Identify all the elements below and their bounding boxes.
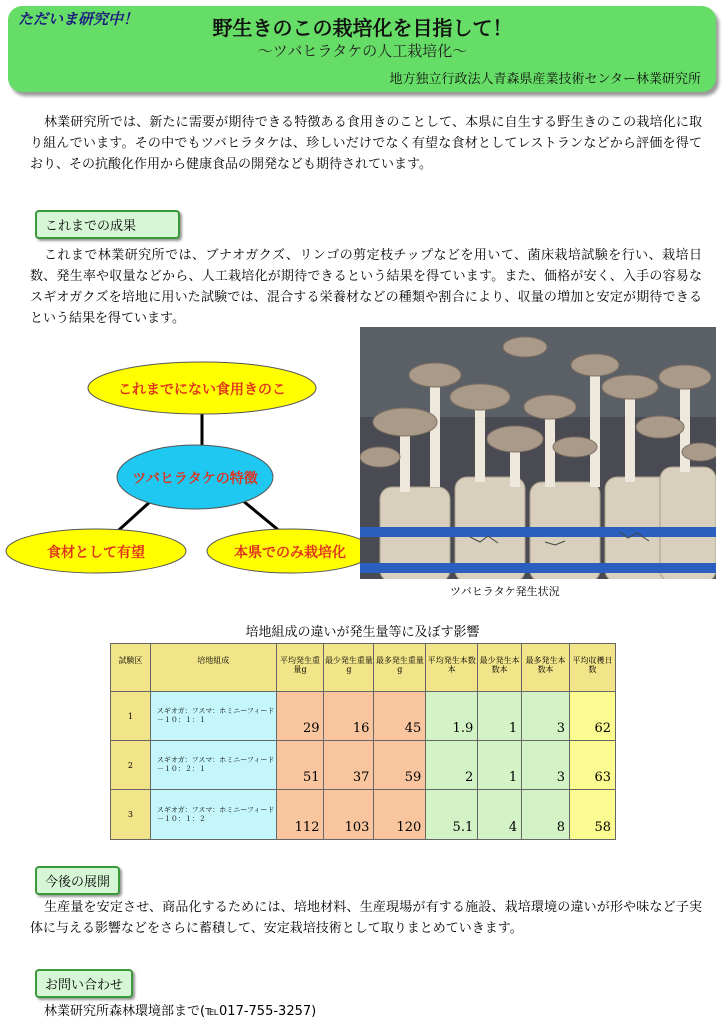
header-group: 試験区 — [111, 644, 151, 692]
cell-value: 29 — [276, 692, 324, 741]
cell-value: 59 — [374, 741, 426, 790]
future-heading: 今後の展開 — [35, 866, 120, 895]
cell-composition: スギオガ：フスマ：ホミニーフィード－１０：２：１ — [150, 741, 276, 790]
diagram-label-right: 本県でのみ栽培化 — [234, 545, 346, 561]
header-avg-days: 平均収穫日数 — [570, 644, 616, 692]
cell-value: 62 — [570, 692, 616, 741]
diagram-label-top: これまでにない食用きのこ — [118, 382, 286, 398]
cell-group: 1 — [111, 692, 151, 741]
cell-value: 58 — [570, 790, 616, 840]
table-row — [111, 692, 616, 741]
cell-value: 120 — [374, 790, 426, 840]
header-tag: ただいま研究中！ — [18, 10, 139, 28]
cell-value: 1 — [478, 692, 522, 741]
header-avg-count: 平均発生本数本 — [426, 644, 478, 692]
cell-value: 4 — [478, 790, 522, 840]
cell-value: 112 — [276, 790, 324, 840]
header-max-count: 最多発生本数本 — [522, 644, 570, 692]
organization-name: 地方独立行政法人青森県産業技術センター林業研究所 — [389, 72, 701, 87]
results-paragraph: これまで林業研究所では、ブナオガクズ、リンゴの剪定枝チップなどを用いて、菌床栽培試験を行い、栽培日数、発生率や収量などから、人工栽培化が期待できるという結果を得ています。また、価格が安く、入手の容易なスギオガクズを培地に用いた試験では、混合する栄養材などの種類や割合により、収量の増加と安定が期待できるという結果を得ています。 — [30, 248, 702, 326]
cell-value: 3 — [522, 692, 570, 741]
cell-value: 1.9 — [426, 692, 478, 741]
diagram-label-left: 食材として有望 — [47, 545, 145, 561]
cell-value: 51 — [276, 741, 324, 790]
cell-value: 5.1 — [426, 790, 478, 840]
cell-value: 3 — [522, 741, 570, 790]
mushroom-photo — [360, 327, 716, 579]
header-min-count: 最少発生本数本 — [478, 644, 522, 692]
intro-paragraph: 林業研究所では、新たに需要が期待できる特徴ある食用きのことして、本県に自生する野生きのこの栽培化に取り組んでいます。その中でもツバヒラタケは、珍しいだけでなく有望な食材としてレストランなどから評価を得ており、その抗酸化作用から健康食品の開発なども期待されています。 — [30, 115, 702, 172]
future-paragraph: 生産量を安定させ、商品化するためには、培地材料、生産現場が有する施設、栽培環境の違いが形や味など子実体に与える影響などをさらに蓄積して、安定栽培技術として取りまとめていきます。 — [30, 900, 702, 936]
contact-heading: お問い合わせ — [35, 969, 133, 998]
header-composition: 培地組成 — [150, 644, 276, 692]
feature-diagram — [0, 360, 375, 575]
cell-group: 3 — [111, 790, 151, 840]
page-title: 野生きのこの栽培化を目指して！ — [212, 16, 513, 40]
cell-value: 45 — [374, 692, 426, 741]
table-row — [111, 741, 616, 790]
diagram-label-center: ツバヒラタケの特徴 — [132, 471, 258, 487]
cell-value: 1 — [478, 741, 522, 790]
cell-composition: スギオガ：フスマ：ホミニーフィード－１０：１：１ — [150, 692, 276, 741]
cell-value: 63 — [570, 741, 616, 790]
table-title: 培地組成の違いが発生量等に及ぼす影響 — [245, 625, 480, 640]
header-min-weight: 最少発生重量g — [324, 644, 374, 692]
photo-caption: ツバヒラタケ発生状況 — [450, 585, 560, 598]
header-avg-weight: 平均発生重量g — [276, 644, 324, 692]
cell-group: 2 — [111, 741, 151, 790]
cell-composition: スギオガ：フスマ：ホミニーフィード－１０：１：２ — [150, 790, 276, 840]
page-subtitle: ～ツバヒラタケの人工栽培化～ — [257, 42, 468, 60]
header-max-weight: 最多発生重量g — [374, 644, 426, 692]
cell-value: 8 — [522, 790, 570, 840]
table-row — [111, 790, 616, 840]
cell-value: 2 — [426, 741, 478, 790]
cell-value: 37 — [324, 741, 374, 790]
results-heading: これまでの成果 — [35, 210, 180, 239]
data-table — [110, 643, 616, 840]
cell-value: 16 — [324, 692, 374, 741]
contact-info: 林業研究所森林環境部まで(℡017-755-3257) — [44, 1004, 317, 1019]
cell-value: 103 — [324, 790, 374, 840]
